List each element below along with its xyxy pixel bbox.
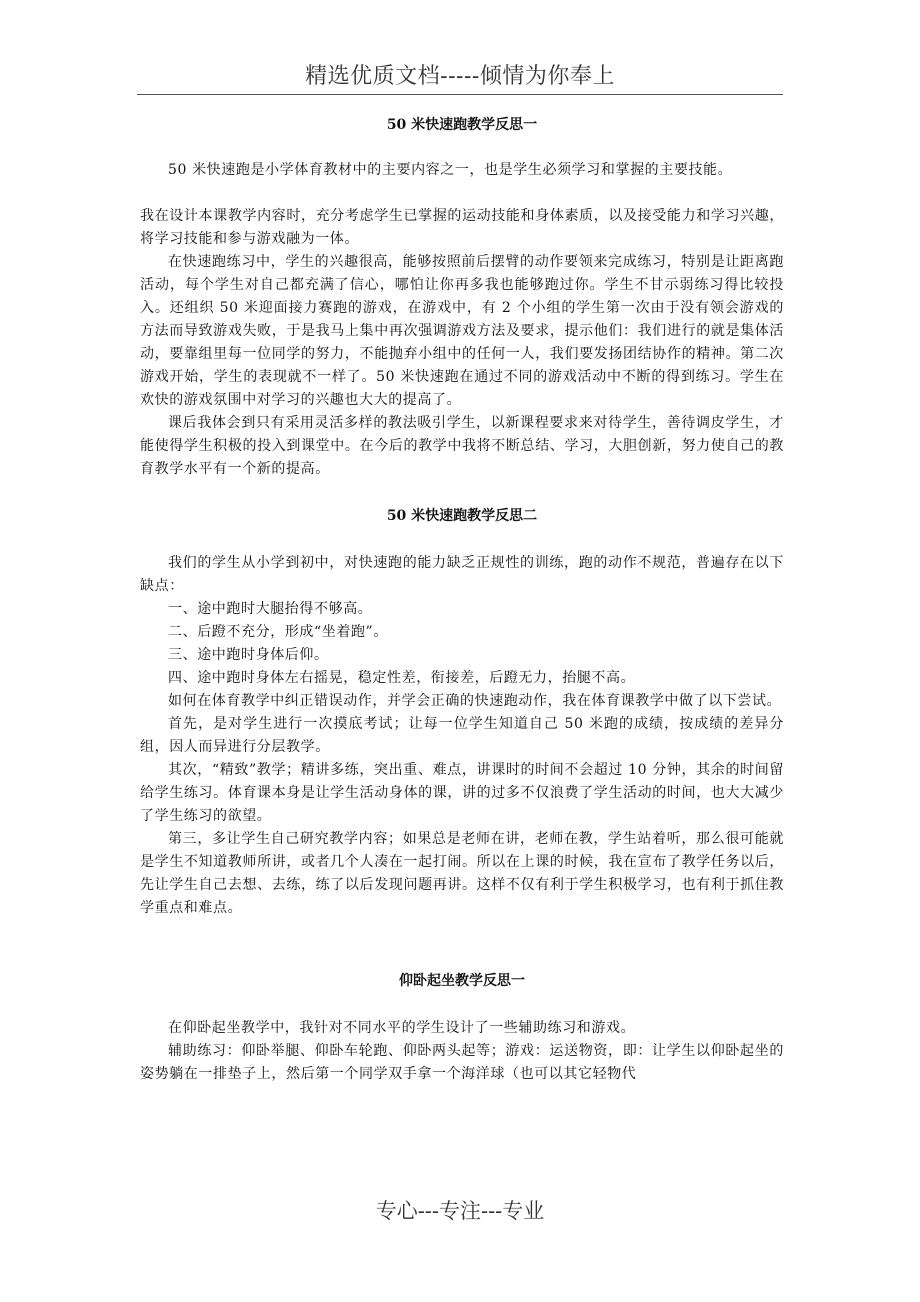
paragraph: 如何在体育教学中纠正错误动作，并学会正确的快速跑动作，我在体育课教学中做了以下尝试。 — [168, 693, 782, 709]
list-item: 三、途中跑时身体后仰。 — [168, 647, 329, 663]
paragraph: 在仰卧起坐教学中，我针对不同水平的学生设计了一些辅助练习和游戏。 — [168, 1020, 636, 1036]
list-item: 二、后蹬不充分，形成“坐着跑”。 — [168, 624, 388, 640]
header-divider — [137, 94, 783, 95]
list-item: 四、途中跑时身体左右摇晃，稳定性差，衔接差，后蹬无力，抬腿不高。 — [168, 670, 636, 686]
section-title-50m-reflection-2: 50 米快速跑教学反思二 — [386, 508, 538, 524]
section-title-50m-reflection-1: 50 米快速跑教学反思一 — [386, 117, 538, 133]
paragraph: 第三，多让学生自己研究教学内容；如果总是老师在讲，老师在教，学生站着听，那么很可能就是学生不知道教师所讲，或者几个人凑在一起打闹。所以在上课的时候，我在宣布了教学任务以后，先让学生自己去想、去练，练了以后发现问题再讲。这样不仅有利于学生积极学习，也有利于抓住教学重点和难点。 — [140, 831, 784, 916]
page-footer: 专心---专注---专业 — [375, 1199, 545, 1223]
section-title-situp-reflection-1: 仰卧起坐教学反思一 — [399, 973, 525, 989]
paragraph: 在快速跑练习中，学生的兴趣很高，能够按照前后摆臂的动作要领来完成练习，特别是让距离跑活动，每个学生对自己都充满了信心，哪怕让你再多我也能够跑过你。学生不甘示弱练习得比较投入。还组织 50 米迎面接力赛跑的游戏，在游戏中，有 2 个小组的学生第一次由于没有领会游戏的方法而导致游戏失败，于是我马上集中再次强调游戏方法及要求，提示他们：我们进行的就是集体活动，要靠组里每一位同学的努力，不能抛弃小组中的任何一人，我们要发扬团结协作的精神。第二次游戏开始，学生的表现就不一样了。50 米快速跑在通过不同的游戏活动中不断的得到练习。学生在欢快的游戏氛围中对学习的兴趣也大大的提高了。 — [140, 254, 784, 408]
paragraph: 我们的学生从小学到初中，对快速跑的能力缺乏正规性的训练，跑的动作不规范，普遍存在以下缺点： — [140, 555, 784, 594]
paragraph: 辅助练习：仰卧举腿、仰卧车轮跑、仰卧两头起等；游戏：运送物资，即：让学生以仰卧起坐的姿势躺在一排垫子上，然后第一个同学双手拿一个海洋球（也可以其它轻物代 — [140, 1043, 784, 1082]
paragraph: 其次，“精致”教学；精讲多练，突出重、难点，讲课时的时间不会超过 10 分钟，其余的时间留给学生练习。体育课本身是让学生活动身体的课，讲的过多不仅浪费了学生活动的时间，也大大减少了学生练习的欲望。 — [140, 762, 784, 824]
list-item: 一、途中跑时大腿抬得不够高。 — [168, 601, 373, 617]
paragraph: 课后我体会到只有采用灵活多样的教法吸引学生，以新课程要求来对待学生，善待调皮学生，才能使得学生积极的投入到课堂中。在今后的教学中我将不断总结、学习，大胆创新，努力使自己的教育教学水平有一个新的提高。 — [140, 415, 784, 477]
paragraph: 首先，是对学生进行一次摸底考试；让每一位学生知道自己 50 米跑的成绩，按成绩的差异分组，因人而异进行分层教学。 — [140, 716, 784, 755]
paragraph: 50 米快速跑是小学体育教材中的主要内容之一，也是学生必须学习和掌握的主要技能。 — [168, 162, 733, 178]
paragraph: 我在设计本课教学内容时，充分考虑学生已掌握的运动技能和身体素质，以及接受能力和学习兴趣，将学习技能和参与游戏融为一体。 — [140, 208, 784, 247]
document-body — [140, 114, 784, 1086]
page-header: 精选优质文档-----倾情为你奉上 — [305, 64, 615, 89]
